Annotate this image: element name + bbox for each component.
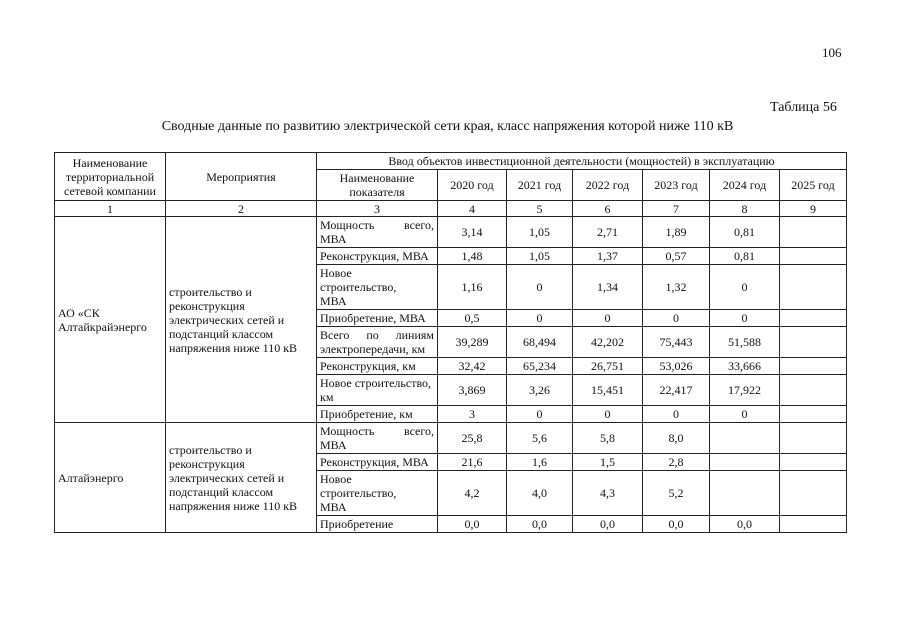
value-cell: 68,494 (507, 327, 573, 358)
value-cell (780, 310, 847, 327)
value-cell (780, 454, 847, 471)
value-cell (780, 265, 847, 310)
column-index: 5 (507, 201, 573, 217)
indicator-name: Мощность всего, МВА (317, 423, 438, 454)
value-cell: 4,3 (573, 471, 643, 516)
measure-text: строительство и реконструкция электрических сетей и подстанций классом напряжения ниже 110 кВ (166, 423, 317, 533)
value-cell: 2,8 (643, 454, 710, 471)
value-cell: 0,0 (573, 516, 643, 533)
indicator-name: Реконструкция, МВА (317, 454, 438, 471)
header-year: 2024 год (710, 170, 780, 201)
value-cell: 75,443 (643, 327, 710, 358)
indicator-name: Приобретение (317, 516, 438, 533)
value-cell: 0,0 (710, 516, 780, 533)
header-year: 2022 год (573, 170, 643, 201)
value-cell: 0,5 (438, 310, 507, 327)
page-number: 106 (822, 45, 842, 60)
value-cell: 8,0 (643, 423, 710, 454)
indicator-name: Всего по линиям электропередачи, км (317, 327, 438, 358)
value-cell: 22,417 (643, 375, 710, 406)
value-cell: 1,05 (507, 248, 573, 265)
value-cell: 0,57 (643, 248, 710, 265)
value-cell: 32,42 (438, 358, 507, 375)
value-cell (710, 471, 780, 516)
value-cell: 0 (643, 310, 710, 327)
value-cell (780, 375, 847, 406)
column-index: 9 (780, 201, 847, 217)
value-cell (780, 471, 847, 516)
table-row (55, 423, 847, 454)
measure-text: строительство и реконструкция электрических сетей и подстанций классом напряжения ниже 110 кВ (166, 217, 317, 423)
value-cell: 5,2 (643, 471, 710, 516)
value-cell (780, 406, 847, 423)
column-index: 3 (317, 201, 438, 217)
value-cell: 21,6 (438, 454, 507, 471)
value-cell: 1,05 (507, 217, 573, 248)
company-name: АО «СК Алтайкрайэнерго (55, 217, 166, 423)
column-index: 1 (55, 201, 166, 217)
value-cell: 0 (507, 310, 573, 327)
value-cell: 65,234 (507, 358, 573, 375)
value-cell (780, 423, 847, 454)
value-cell: 39,289 (438, 327, 507, 358)
column-index: 7 (643, 201, 710, 217)
indicator-name: Приобретение, МВА (317, 310, 438, 327)
value-cell: 17,922 (710, 375, 780, 406)
value-cell: 25,8 (438, 423, 507, 454)
value-cell: 1,16 (438, 265, 507, 310)
value-cell: 0 (710, 406, 780, 423)
value-cell: 0,81 (710, 217, 780, 248)
header-measure: Мероприятия (166, 153, 317, 201)
value-cell: 1,89 (643, 217, 710, 248)
value-cell: 1,6 (507, 454, 573, 471)
value-cell (780, 327, 847, 358)
table-row (55, 217, 847, 248)
value-cell: 42,202 (573, 327, 643, 358)
value-cell (780, 248, 847, 265)
column-index: 4 (438, 201, 507, 217)
value-cell: 3,26 (507, 375, 573, 406)
table-label: Таблица 56 (770, 100, 837, 115)
value-cell: 0,0 (507, 516, 573, 533)
value-cell: 1,32 (643, 265, 710, 310)
value-cell: 1,48 (438, 248, 507, 265)
indicator-name: Новое строительство, МВА (317, 265, 438, 310)
value-cell: 26,751 (573, 358, 643, 375)
indicator-name: Новое строительство, км (317, 375, 438, 406)
value-cell (710, 454, 780, 471)
column-index: 6 (573, 201, 643, 217)
value-cell: 3,869 (438, 375, 507, 406)
value-cell (710, 423, 780, 454)
column-index-row (55, 201, 847, 217)
value-cell: 0 (573, 310, 643, 327)
header-year: 2025 год (780, 170, 847, 201)
value-cell: 5,8 (573, 423, 643, 454)
value-cell: 1,5 (573, 454, 643, 471)
value-cell: 5,6 (507, 423, 573, 454)
value-cell: 4,0 (507, 471, 573, 516)
value-cell: 0,0 (438, 516, 507, 533)
header-year: 2023 год (643, 170, 710, 201)
column-index: 2 (166, 201, 317, 217)
column-index: 8 (710, 201, 780, 217)
indicator-name: Новое строительство, МВА (317, 471, 438, 516)
data-table (54, 152, 847, 533)
value-cell: 53,026 (643, 358, 710, 375)
header-company: Наименование территориальной сетевой компании (55, 153, 166, 201)
value-cell: 0,0 (643, 516, 710, 533)
value-cell: 3,14 (438, 217, 507, 248)
value-cell: 4,2 (438, 471, 507, 516)
indicator-name: Мощность всего, МВА (317, 217, 438, 248)
value-cell: 1,37 (573, 248, 643, 265)
value-cell: 0 (643, 406, 710, 423)
value-cell: 0 (573, 406, 643, 423)
value-cell: 0,81 (710, 248, 780, 265)
value-cell: 0 (710, 310, 780, 327)
value-cell: 3 (438, 406, 507, 423)
table-title: Сводные данные по развитию электрической сети края, класс напряжения которой ниже 110 кВ (161, 119, 734, 134)
value-cell: 51,588 (710, 327, 780, 358)
value-cell: 1,34 (573, 265, 643, 310)
header-group: Ввод объектов инвестиционной деятельности (мощностей) в эксплуатацию (317, 153, 847, 170)
value-cell: 0 (507, 406, 573, 423)
value-cell: 15,451 (573, 375, 643, 406)
value-cell (780, 516, 847, 533)
value-cell: 0 (507, 265, 573, 310)
header-year: 2021 год (507, 170, 573, 201)
header-indicator: Наименование показателя (317, 170, 438, 201)
value-cell (780, 358, 847, 375)
value-cell: 0 (710, 265, 780, 310)
header-year: 2020 год (438, 170, 507, 201)
indicator-name: Приобретение, км (317, 406, 438, 423)
value-cell: 2,71 (573, 217, 643, 248)
value-cell: 33,666 (710, 358, 780, 375)
value-cell (780, 217, 847, 248)
indicator-name: Реконструкция, МВА (317, 248, 438, 265)
indicator-name: Реконструкция, км (317, 358, 438, 375)
company-name: Алтайэнерго (55, 423, 166, 533)
